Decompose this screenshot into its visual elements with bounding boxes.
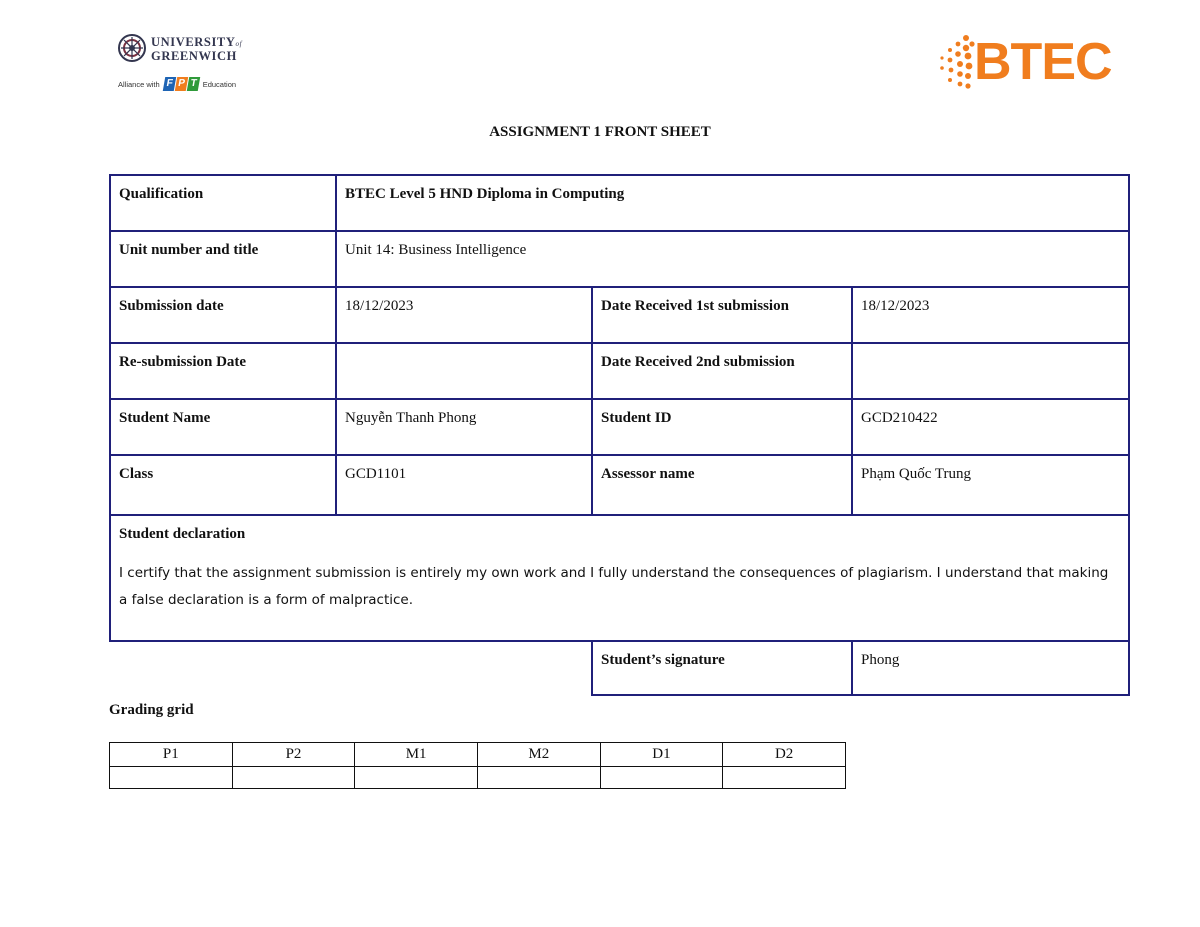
table-row	[110, 515, 1129, 641]
grade-value-d1	[600, 767, 723, 789]
grading-header-row	[110, 743, 846, 767]
grade-header-m1: M1	[355, 743, 478, 767]
date-received-1-label: Date Received 1st submission	[592, 287, 852, 343]
declaration-text: I certify that the assignment submission is entirely my own work and I fully understand the consequences of plagiarism. I understand that making a false declaration is a form of malpractice.	[119, 565, 1109, 608]
student-name-value: Nguyễn Thanh Phong	[336, 399, 592, 455]
submission-date-value: 18/12/2023	[336, 287, 592, 343]
table-row	[110, 175, 1129, 231]
education-text: Education	[202, 79, 237, 89]
grade-value-p1	[110, 767, 233, 789]
alliance-text: Alliance with	[118, 79, 160, 89]
fpt-logo: F P T	[164, 77, 199, 91]
greenwich-wordmark: UNIVERSITYof GREENWICH	[151, 35, 243, 63]
submission-date-label: Submission date	[110, 287, 336, 343]
blank-cell	[110, 641, 592, 695]
resubmission-date-label: Re-submission Date	[110, 343, 336, 399]
class-value: GCD1101	[336, 455, 592, 515]
assessor-value: Phạm Quốc Trung	[852, 455, 1129, 515]
date-received-2-label: Date Received 2nd submission	[592, 343, 852, 399]
date-received-2-value	[852, 343, 1129, 399]
qualification-label: Qualification	[110, 175, 336, 231]
table-row	[110, 287, 1129, 343]
grade-value-m1	[355, 767, 478, 789]
table-row	[110, 231, 1129, 287]
grade-value-m2	[477, 767, 600, 789]
date-received-1-value: 18/12/2023	[852, 287, 1129, 343]
table-row	[110, 641, 1129, 695]
btec-wordmark: BTEC	[974, 33, 1112, 91]
front-sheet-table	[109, 174, 1130, 696]
grade-value-p2	[232, 767, 355, 789]
resubmission-date-value	[336, 343, 592, 399]
student-declaration	[110, 515, 1129, 641]
signature-label: Student’s signature	[592, 641, 852, 695]
grade-value-d2	[723, 767, 846, 789]
table-row	[110, 343, 1129, 399]
student-name-label: Student Name	[110, 399, 336, 455]
grade-header-d2: D2	[723, 743, 846, 767]
grading-grid-title: Grading grid	[109, 702, 194, 718]
table-row	[110, 399, 1129, 455]
btec-logo	[936, 30, 1126, 94]
grading-value-row	[110, 767, 846, 789]
grade-header-m2: M2	[477, 743, 600, 767]
fpt-alliance-line	[118, 76, 236, 92]
declaration-title: Student declaration	[119, 526, 246, 542]
assessor-label: Assessor name	[592, 455, 852, 515]
grade-header-d1: D1	[600, 743, 723, 767]
greenwich-seal-icon	[118, 34, 146, 62]
class-label: Class	[110, 455, 336, 515]
table-row	[110, 455, 1129, 515]
grading-grid-table	[109, 742, 846, 789]
unit-label: Unit number and title	[110, 231, 336, 287]
student-id-label: Student ID	[592, 399, 852, 455]
qualification-value: BTEC Level 5 HND Diploma in Computing	[336, 175, 1129, 231]
unit-value: Unit 14: Business Intelligence	[336, 231, 1129, 287]
grade-header-p1: P1	[110, 743, 233, 767]
signature-value: Phong	[852, 641, 1129, 695]
page-title: ASSIGNMENT 1 FRONT SHEET	[489, 124, 711, 140]
btec-dots-icon	[936, 34, 976, 90]
student-id-value: GCD210422	[852, 399, 1129, 455]
university-of-greenwich-logo	[118, 34, 248, 96]
grade-header-p2: P2	[232, 743, 355, 767]
